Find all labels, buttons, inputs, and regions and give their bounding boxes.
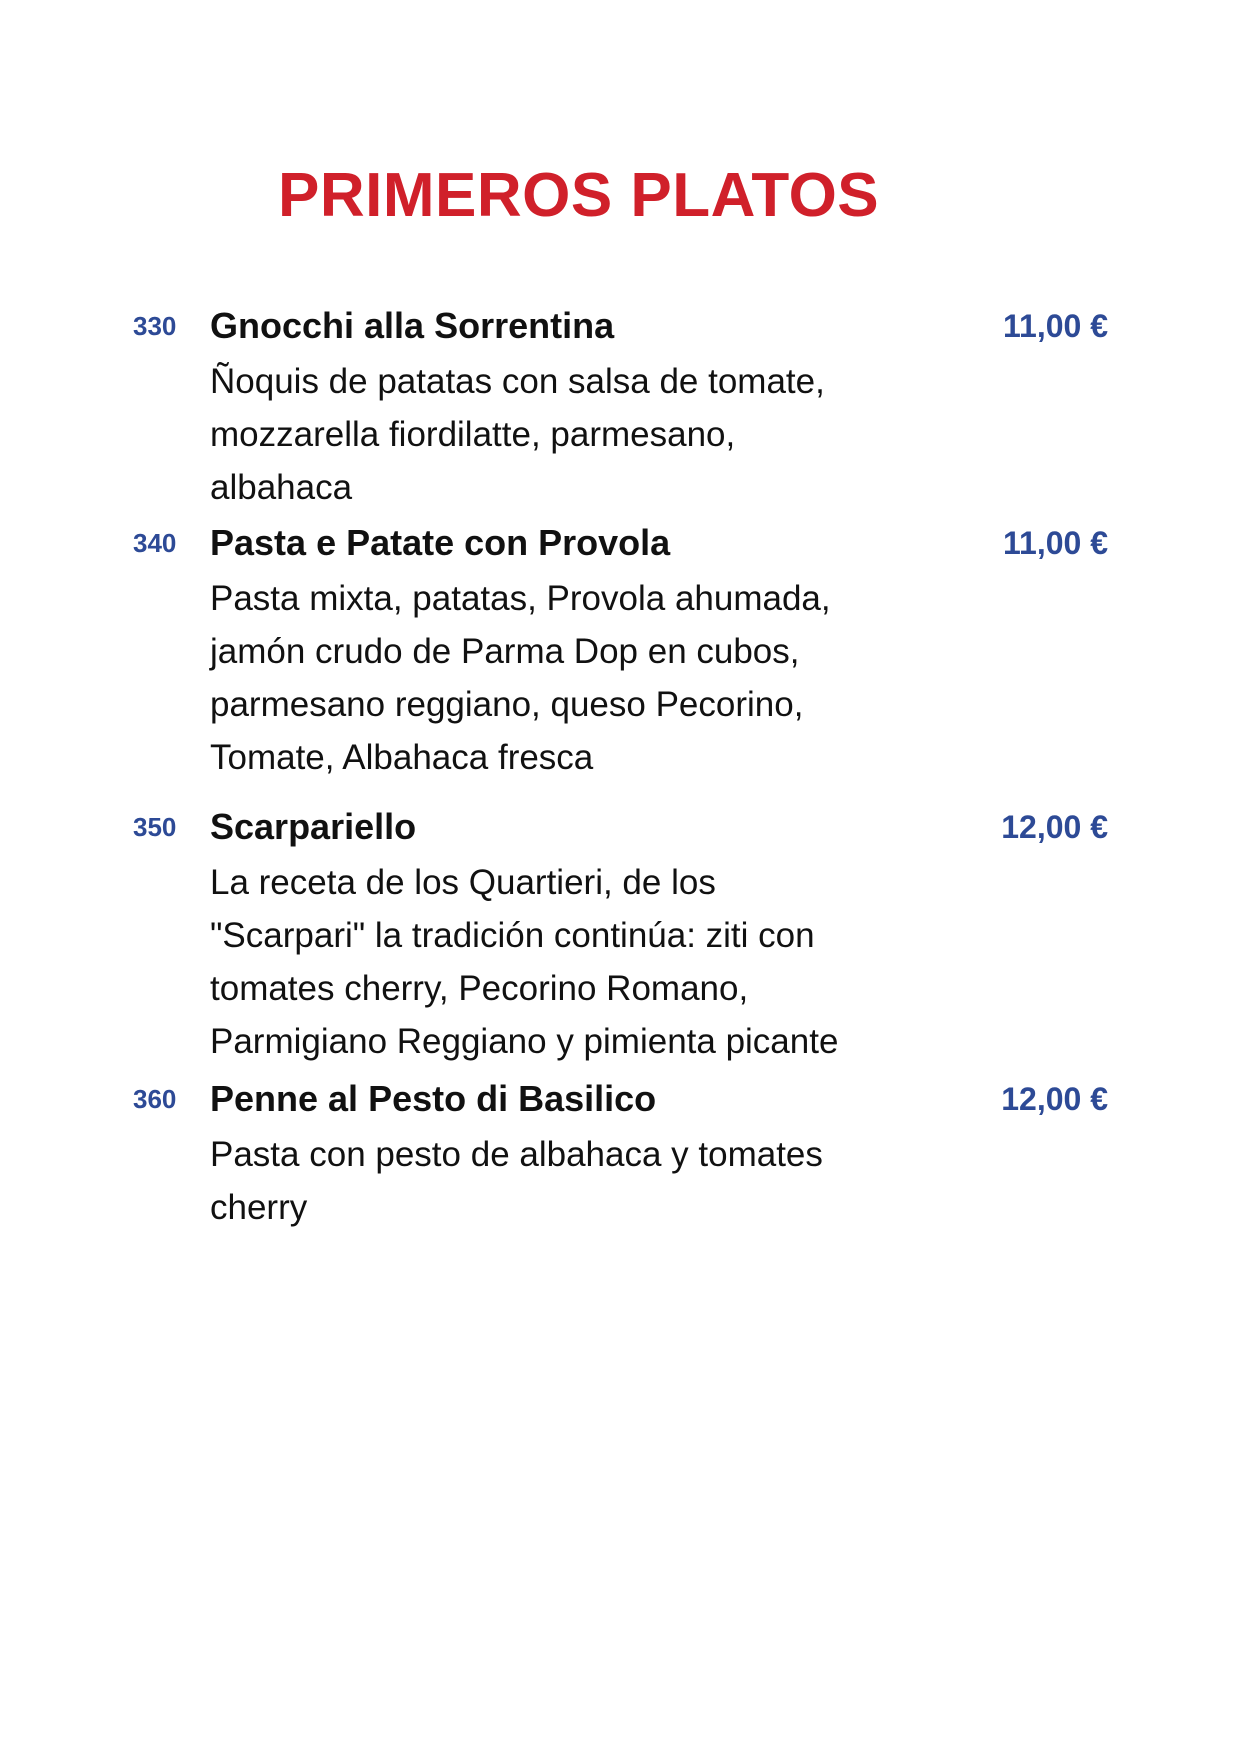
description-line: Tomate, Albahaca fresca — [210, 738, 594, 777]
description-line: Ñoquis de patatas con salsa de tomate, — [210, 362, 825, 401]
description-line: La receta de los Quartieri, de los — [210, 863, 716, 902]
item-description — [210, 572, 930, 784]
item-description — [210, 1128, 930, 1234]
description-line: albahaca — [210, 468, 353, 507]
item-price: 11,00 € — [1003, 525, 1108, 561]
description-line: parmesano reggiano, queso Pecorino, — [210, 685, 804, 724]
description-line: Pasta con pesto de albahaca y tomates — [210, 1135, 823, 1174]
item-name: Pasta e Patate con Provola — [210, 522, 671, 563]
description-line: tomates cherry, Pecorino Romano, — [210, 969, 749, 1008]
item-code: 360 — [133, 1084, 177, 1114]
item-name: Gnocchi alla Sorrentina — [210, 305, 615, 346]
item-code: 330 — [133, 311, 177, 341]
description-line: Pasta mixta, patatas, Provola ahumada, — [210, 579, 831, 618]
item-price: 11,00 € — [1003, 308, 1108, 344]
description-line: mozzarella fiordilatte, parmesano, — [210, 415, 736, 454]
item-price: 12,00 € — [1001, 1081, 1108, 1117]
item-description — [210, 856, 930, 1068]
description-line: cherry — [210, 1188, 308, 1227]
description-line: Parmigiano Reggiano y pimienta picante — [210, 1022, 839, 1061]
item-name: Scarpariello — [210, 806, 417, 847]
item-code: 340 — [133, 528, 177, 558]
item-description — [210, 355, 930, 514]
page-title: PRIMEROS PLATOS — [278, 161, 880, 230]
description-line: "Scarpari" la tradición continúa: ziti con — [210, 916, 815, 955]
item-price: 12,00 € — [1001, 809, 1108, 845]
item-name: Penne al Pesto di Basilico — [210, 1078, 657, 1119]
item-code: 350 — [133, 812, 177, 842]
description-line: jamón crudo de Parma Dop en cubos, — [210, 632, 800, 671]
